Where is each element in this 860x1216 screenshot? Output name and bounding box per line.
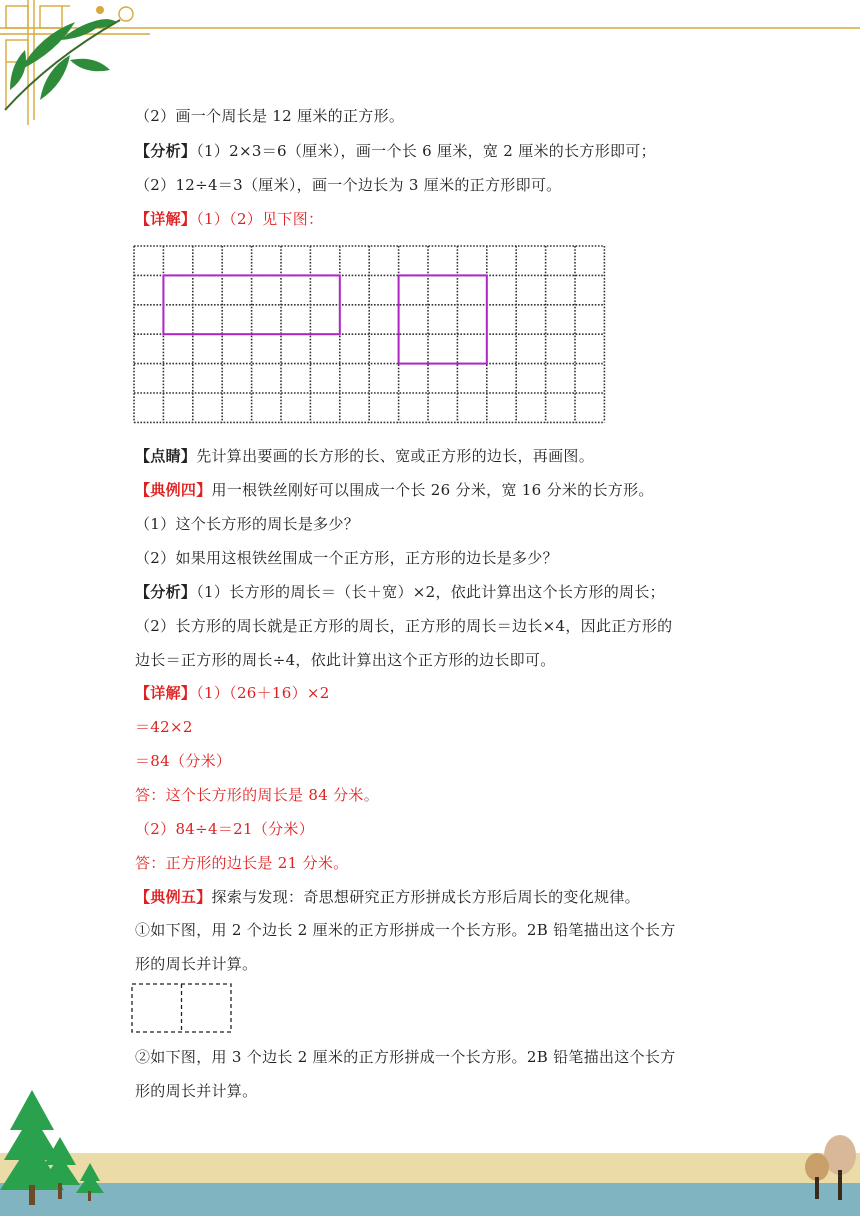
solution-tag: 【详解】 <box>135 210 197 228</box>
analysis-text-2: （1）长方形的周长＝（长＋宽）×2，依此计算出这个长方形的周长； <box>196 583 665 601</box>
tip-tag: 【点睛】 <box>135 447 197 465</box>
tip-line <box>135 446 594 466</box>
example-four-tag: 【典例四】 <box>135 481 212 499</box>
analysis-line-3 <box>135 582 665 602</box>
analysis-line <box>135 141 656 161</box>
question-line: （2）画一个周长是 12 厘米的正方形。 <box>135 107 405 125</box>
example-four-text: 用一根铁丝刚好可以围成一个长 26 分米，宽 16 分米的长方形。 <box>211 481 654 499</box>
solution-line <box>135 209 323 229</box>
sub-question-1: （1）这个长方形的周长是多少？ <box>135 515 360 533</box>
analysis-tag-2: 【分析】 <box>135 583 197 601</box>
calc-line-1: ＝42×2 <box>135 718 193 736</box>
tip-text: 先计算出要画的长方形的长、宽或正方形的边长，再画图。 <box>196 447 595 465</box>
example-five-text: 探索与发现：奇思想研究正方形拼成长方形后周长的变化规律。 <box>211 888 640 906</box>
task-2-line: ②如下图，用 3 个边长 2 厘米的正方形拼成一个长方形。2B 铅笔描出这个长方 <box>135 1048 676 1066</box>
answer-line-1: 答：这个长方形的周长是 84 分米。 <box>135 786 380 804</box>
task-1-line: ①如下图，用 2 个边长 2 厘米的正方形拼成一个长方形。2B 铅笔描出这个长方 <box>135 921 676 939</box>
answer-line-2: 答：正方形的边长是 21 分米。 <box>135 854 349 872</box>
analysis-line-5: 边长＝正方形的周长÷4，依此计算出这个正方形的边长即可。 <box>135 651 556 669</box>
solution-text-2: （1）（26＋16）×2 <box>196 684 330 702</box>
example-five-tag: 【典例五】 <box>135 888 212 906</box>
drawn-square <box>399 275 487 363</box>
two-squares-figure <box>131 983 235 1039</box>
corner-frame-decoration <box>0 0 860 130</box>
pine-tree-icon <box>0 1090 104 1205</box>
analysis-line-2: （2）12÷4＝3（厘米），画一个边长为 3 厘米的正方形即可。 <box>135 176 562 194</box>
example-four-line <box>135 480 654 500</box>
example-five-line <box>135 887 640 907</box>
bottom-scene-decoration <box>0 1085 860 1216</box>
task-2-line-2: 形的周长并计算。 <box>135 1082 258 1100</box>
grid-figure <box>132 243 612 432</box>
task-1-line-2: 形的周长并计算。 <box>135 955 258 973</box>
analysis-line-4: （2）长方形的周长就是正方形的周长，正方形的周长＝边长×4，因此正方形的 <box>135 617 673 635</box>
sub-question-2: （2）如果用这根铁丝围成一个正方形，正方形的边长是多少？ <box>135 549 558 567</box>
calc-line-3: （2）84÷4＝21（分米） <box>135 820 315 838</box>
solution-line-2 <box>135 683 330 703</box>
solution-tag-2: 【详解】 <box>135 684 197 702</box>
analysis-tag: 【分析】 <box>135 142 197 160</box>
solution-text: （1）（2）见下图： <box>196 210 324 228</box>
analysis-text: （1）2×3＝6（厘米），画一个长 6 厘米，宽 2 厘米的长方形即可； <box>196 142 656 160</box>
calc-line-2: ＝84（分米） <box>135 752 232 770</box>
